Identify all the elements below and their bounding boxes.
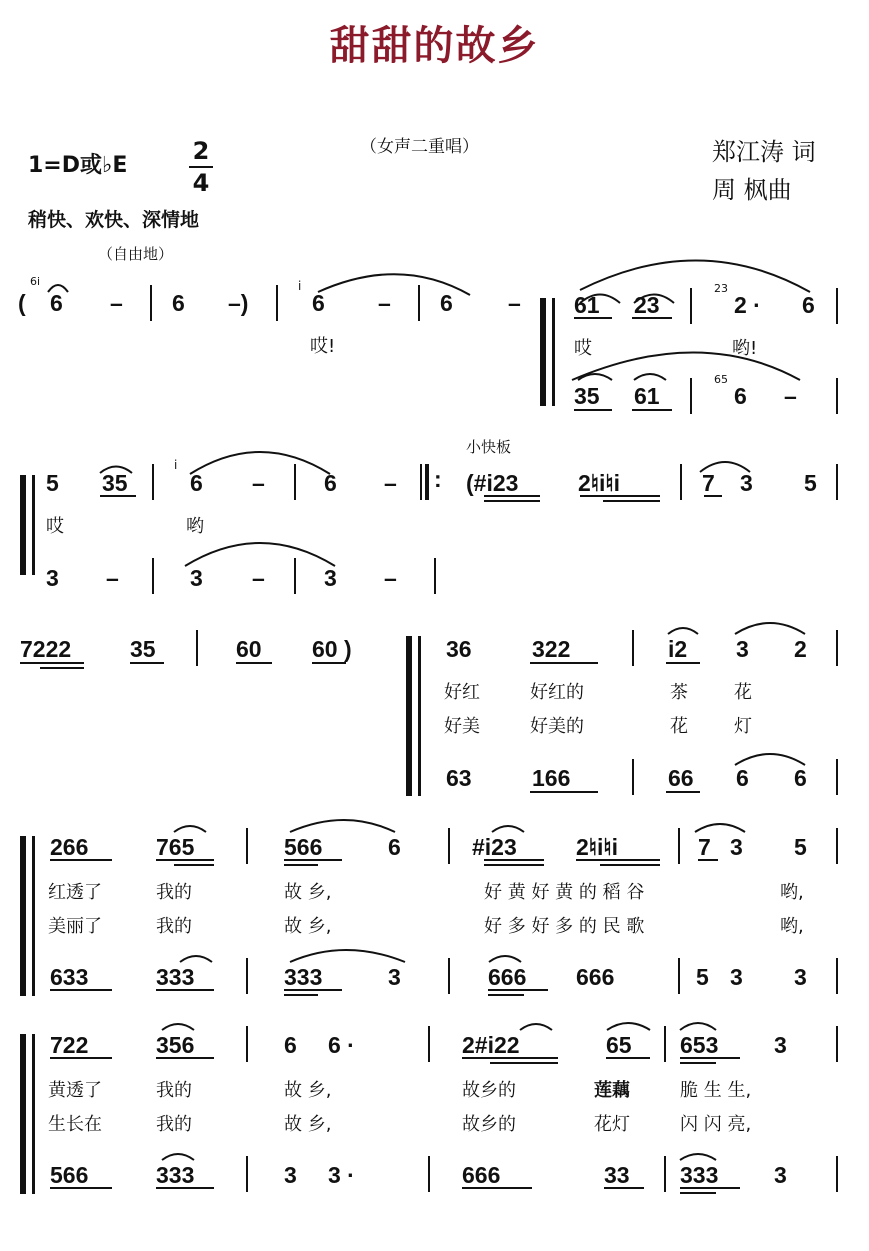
barline xyxy=(836,759,838,795)
voice-bracket-thin xyxy=(32,475,35,575)
grace-note: i xyxy=(174,458,178,472)
note: 6 xyxy=(440,290,453,316)
note: ( xyxy=(18,290,26,316)
note: 3 xyxy=(794,964,807,990)
barline xyxy=(276,285,278,321)
note: 3 xyxy=(774,1032,787,1058)
note: 666 xyxy=(576,964,615,990)
note: 266 xyxy=(50,834,89,860)
lyric: 我的 xyxy=(156,916,192,937)
barline xyxy=(836,630,838,666)
note: 356 xyxy=(156,1032,195,1058)
time-signature-bottom: 4 xyxy=(192,169,210,197)
note: 3 xyxy=(740,470,753,496)
note: – xyxy=(252,470,265,496)
note: 3 xyxy=(774,1162,787,1188)
barline xyxy=(632,630,634,666)
note: 6 xyxy=(736,765,749,791)
note: 765 xyxy=(156,834,195,860)
lyric: 故 乡, xyxy=(284,1114,332,1135)
lyric: 好 黄 好 黄 的 稻 谷 xyxy=(484,882,645,903)
note: 60 xyxy=(236,636,262,662)
barline xyxy=(836,378,838,414)
barline xyxy=(664,1156,666,1192)
note: 633 xyxy=(50,964,89,990)
note: 6 · xyxy=(328,1032,355,1058)
time-signature-top: 2 xyxy=(192,137,210,165)
barline xyxy=(246,1156,248,1192)
note: 61 xyxy=(574,292,600,318)
note: 7222 xyxy=(20,636,72,662)
lyric: 茶 xyxy=(670,682,688,703)
barline xyxy=(428,1156,430,1192)
note: 6 xyxy=(388,834,401,860)
note: 5 xyxy=(46,470,59,496)
note: –) xyxy=(228,290,249,316)
lyric: 故乡的 xyxy=(462,1114,516,1135)
note: 61 xyxy=(634,383,660,409)
barline xyxy=(196,630,198,666)
barline xyxy=(836,1026,838,1062)
barline xyxy=(152,464,154,500)
note: 6 xyxy=(284,1032,297,1058)
composer-credit: 周 枫曲 xyxy=(712,176,792,204)
lyric: 故 乡, xyxy=(284,1080,332,1101)
note: 2 · xyxy=(734,292,761,318)
repeat-dots: : xyxy=(434,466,442,492)
barline xyxy=(448,828,450,864)
lyric: 好美 xyxy=(444,716,480,737)
lyric: 哟 xyxy=(186,516,204,537)
lyric: 闪 闪 亮, xyxy=(680,1114,752,1135)
lyricist-credit: 郑江涛 词 xyxy=(712,138,816,166)
barline xyxy=(664,1026,666,1062)
lyric: 花 xyxy=(670,716,688,737)
voice-bracket-thin xyxy=(32,836,35,996)
voice-bracket xyxy=(20,836,26,996)
barline xyxy=(678,828,680,864)
note: 566 xyxy=(284,834,323,860)
note: 7 xyxy=(698,834,711,860)
note: 3 xyxy=(190,565,203,591)
note: 3 xyxy=(730,834,743,860)
note: – xyxy=(378,290,391,316)
voicing-label: （女声二重唱） xyxy=(360,137,479,157)
note: 333 xyxy=(284,964,323,990)
fast-tempo-marking: 小快板 xyxy=(466,438,512,456)
note: – xyxy=(106,565,119,591)
barline xyxy=(428,1026,430,1062)
note: 166 xyxy=(532,765,571,791)
note: – xyxy=(508,290,521,316)
note: 3 xyxy=(324,565,337,591)
note: 3 xyxy=(388,964,401,990)
note: 5 xyxy=(804,470,817,496)
barline xyxy=(836,958,838,994)
barline xyxy=(448,958,450,994)
grace-note: 23 xyxy=(714,282,728,295)
note: 5 xyxy=(696,964,709,990)
lyric: 我的 xyxy=(156,882,192,903)
lyric: 黄透了 xyxy=(48,1080,102,1101)
voice-bracket-thin xyxy=(32,1034,35,1194)
note: 65 xyxy=(606,1032,632,1058)
lyric: 灯 xyxy=(734,716,752,737)
lyric: 故乡的 xyxy=(462,1080,516,1101)
note: 6 xyxy=(190,470,203,496)
note: (#i23 xyxy=(466,470,519,496)
lyric: 我的 xyxy=(156,1114,192,1135)
song-title: 甜甜的故乡 xyxy=(329,22,540,69)
lyric: 哎 xyxy=(46,516,64,537)
note: 322 xyxy=(532,636,571,662)
note: 3 xyxy=(284,1162,297,1188)
note: 33 xyxy=(604,1162,630,1188)
barline xyxy=(294,558,296,594)
barline xyxy=(294,464,296,500)
barline xyxy=(690,378,692,414)
note: 666 xyxy=(462,1162,501,1188)
grace-note: i xyxy=(298,279,302,293)
note: 7 xyxy=(702,470,715,496)
note: 6 xyxy=(172,290,185,316)
barline xyxy=(246,958,248,994)
note: 3 xyxy=(736,636,749,662)
note: 3 · xyxy=(328,1162,355,1188)
barline xyxy=(434,558,436,594)
voice-bracket xyxy=(406,636,412,796)
voice-bracket xyxy=(20,475,26,575)
note: 35 xyxy=(102,470,128,496)
free-tempo-marking: （自由地） xyxy=(98,245,174,263)
note: 35 xyxy=(574,383,600,409)
lyric: 哎! xyxy=(310,336,336,357)
lyric: 莲藕 xyxy=(594,1080,630,1101)
note: 6 xyxy=(802,292,815,318)
voice-bracket xyxy=(540,298,546,406)
note: 6 xyxy=(312,290,325,316)
note: 333 xyxy=(680,1162,719,1188)
note: 60 ) xyxy=(312,636,352,662)
note: 722 xyxy=(50,1032,89,1058)
note: 333 xyxy=(156,964,195,990)
barline xyxy=(690,288,692,324)
grace-note: 6i xyxy=(30,275,41,288)
lyric: 好美的 xyxy=(530,716,584,737)
barline xyxy=(632,759,634,795)
grace-note: 65 xyxy=(714,373,728,386)
lyric: 红透了 xyxy=(48,882,102,903)
note: #i23 xyxy=(472,834,517,860)
note: 63 xyxy=(446,765,472,791)
note: – xyxy=(252,565,265,591)
barline xyxy=(418,285,420,321)
repeat-barline xyxy=(420,464,422,500)
lyric: 哎 xyxy=(574,338,592,359)
note: – xyxy=(110,290,123,316)
key-signature: 1=D或♭E xyxy=(28,153,128,178)
note: 2#i22 xyxy=(462,1032,520,1058)
lyric: 美丽了 xyxy=(48,916,102,937)
lyric: 好红 xyxy=(444,682,480,703)
note: – xyxy=(384,470,397,496)
note: 653 xyxy=(680,1032,719,1058)
note: 566 xyxy=(50,1162,89,1188)
note: – xyxy=(384,565,397,591)
barline xyxy=(678,958,680,994)
note: – xyxy=(784,383,797,409)
voice-bracket-thin xyxy=(418,636,421,796)
note: 2 xyxy=(794,636,807,662)
barline xyxy=(836,1156,838,1192)
voice-bracket-thin xyxy=(552,298,555,406)
note: 23 xyxy=(634,292,660,318)
lyric: 哟, xyxy=(780,916,804,937)
barline xyxy=(836,828,838,864)
barline xyxy=(836,288,838,324)
lyric: 花 xyxy=(734,682,752,703)
tempo-marking: 稍快、欢快、深情地 xyxy=(28,209,200,231)
lyric: 故 乡, xyxy=(284,882,332,903)
note: 666 xyxy=(488,964,527,990)
barline xyxy=(150,285,152,321)
note: 6 xyxy=(50,290,63,316)
note: 2♮i♮i xyxy=(576,834,619,860)
lyric: 哟, xyxy=(780,882,804,903)
lyric: 哟! xyxy=(732,338,758,359)
lyric: 花灯 xyxy=(594,1114,630,1135)
note: i2 xyxy=(668,636,688,662)
barline xyxy=(836,464,838,500)
note: 36 xyxy=(446,636,472,662)
note: 5 xyxy=(794,834,807,860)
note: 2♮i♮i xyxy=(578,470,621,496)
note: 6 xyxy=(324,470,337,496)
lyric: 好红的 xyxy=(530,682,584,703)
lyric: 脆 生 生, xyxy=(680,1080,752,1101)
note: 6 xyxy=(794,765,807,791)
note: 35 xyxy=(130,636,156,662)
note: 333 xyxy=(156,1162,195,1188)
note: 3 xyxy=(46,565,59,591)
barline xyxy=(680,464,682,500)
lyric: 生长在 xyxy=(48,1114,102,1135)
note: 6 xyxy=(734,383,747,409)
barline xyxy=(152,558,154,594)
repeat-barline-thick xyxy=(425,464,429,500)
lyric: 我的 xyxy=(156,1080,192,1101)
voice-bracket xyxy=(20,1034,26,1194)
note: 66 xyxy=(668,765,694,791)
lyric: 好 多 好 多 的 民 歌 xyxy=(484,916,645,937)
lyric: 故 乡, xyxy=(284,916,332,937)
note: 3 xyxy=(730,964,743,990)
barline xyxy=(246,1026,248,1062)
barline xyxy=(246,828,248,864)
